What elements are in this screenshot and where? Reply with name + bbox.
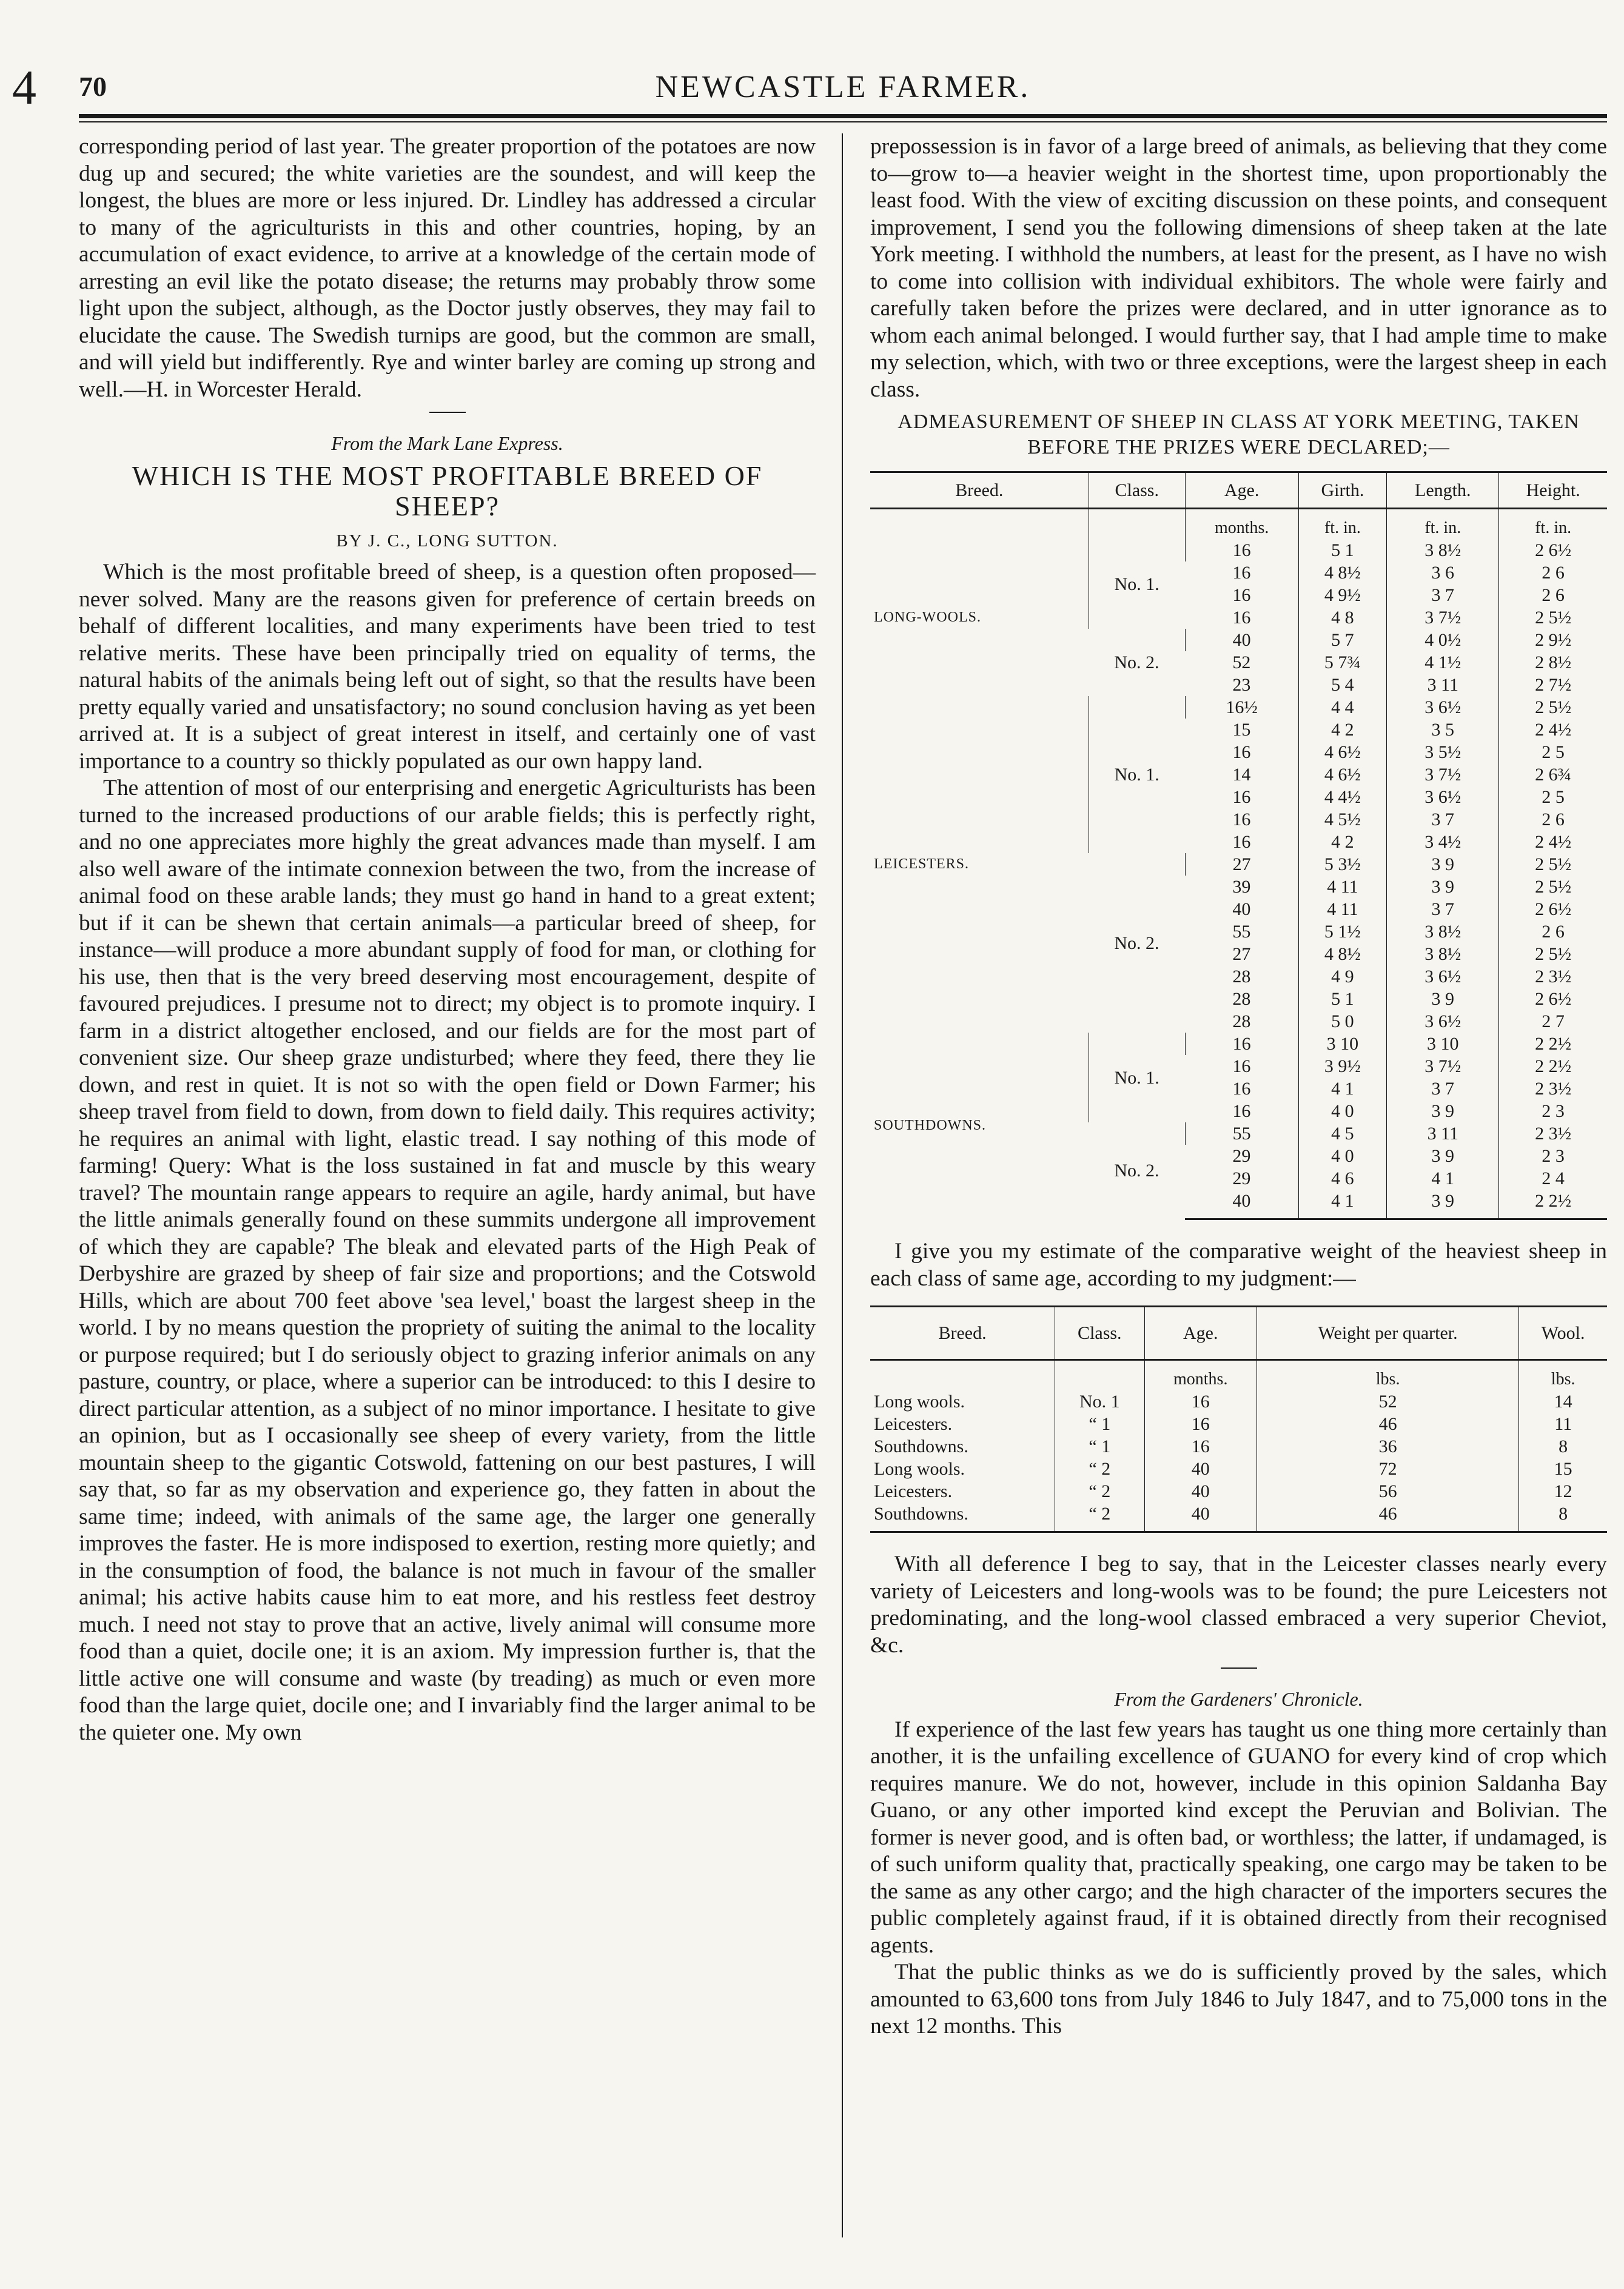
table2-value-cell: 52 bbox=[1257, 1390, 1518, 1413]
table1-unit-cell: months. bbox=[1185, 509, 1298, 540]
table1-value-cell: 40 bbox=[1185, 629, 1298, 651]
table1-value-cell: 3 7 bbox=[1387, 898, 1499, 920]
table1-value-cell: 16 bbox=[1232, 742, 1251, 762]
table1-header-cell: Length. bbox=[1387, 472, 1499, 509]
table1-value-cell: 2 6 bbox=[1499, 561, 1607, 584]
table1-value-cell: 39 bbox=[1232, 877, 1251, 897]
table2-row bbox=[870, 1480, 1607, 1503]
table1-value-cell: 4 2 bbox=[1298, 831, 1387, 853]
table1-value-cell: 3 11 bbox=[1387, 674, 1499, 696]
margin-mark: 4 bbox=[12, 61, 36, 115]
page-number: 70 bbox=[79, 71, 107, 102]
table2-value-cell: “ 2 bbox=[1055, 1458, 1144, 1480]
table1-value-cell: 5 1 bbox=[1298, 988, 1387, 1010]
article-source: From the Mark Lane Express. bbox=[331, 432, 563, 454]
table2-row bbox=[870, 1435, 1607, 1458]
table2-value-cell: 16 bbox=[1144, 1390, 1257, 1413]
table1-unit-cell: ft. in. bbox=[1298, 509, 1387, 540]
table1-value-cell: 3 6½ bbox=[1387, 1010, 1499, 1033]
table1-value-cell: 2 5 bbox=[1499, 786, 1607, 808]
table2-breed-cell: Leicesters. bbox=[874, 1414, 953, 1434]
table1-value-cell: 3 5 bbox=[1387, 719, 1499, 741]
table2-unit-cell bbox=[1055, 1360, 1144, 1391]
table1-value-cell: 4 5 bbox=[1298, 1122, 1387, 1145]
potato-report-paragraph: corresponding period of last year. The greater proportion of the potatoes are now dug up and secured; the white varieties are the soundest, and will keep the longest, the blues are more or less injured. Dr. Lindley has addressed a circular to many of the agriculturists in this and other countries, hoping, by an accumulation of exact evidence, to arrive at a knowledge of the certain mode of arresting an evil like the potato disease; the returns may probably throw some light upon the subject, although, as the Doctor justly observes, they may fail to elucidate the cause. The Swedish turnips are good, but the common are small, and will yield but indifferently. Rye and winter barley are coming up strong and well.—H. in Worcester Herald. bbox=[79, 134, 816, 402]
table1-value-cell: 3 9 bbox=[1387, 1145, 1499, 1167]
table1-value-cell: 27 bbox=[1185, 853, 1298, 876]
table1-value-cell: 4 6 bbox=[1298, 1167, 1387, 1190]
table1-value-cell: 3 6½ bbox=[1387, 786, 1499, 808]
table2-value-cell: 46 bbox=[1257, 1503, 1518, 1532]
table1-value-cell: 16 bbox=[1232, 1056, 1251, 1076]
table1-header-cell: Age. bbox=[1185, 472, 1298, 509]
table1-value-cell: 16 bbox=[1232, 563, 1251, 583]
table1-value-cell: 3 9 bbox=[1387, 988, 1499, 1010]
table1-value-cell: 2 2½ bbox=[1499, 1055, 1607, 1077]
table2-breed-cell: Leicesters. bbox=[874, 1481, 953, 1501]
table1-value-cell: 4 1½ bbox=[1387, 651, 1499, 674]
page-header bbox=[12, 36, 1607, 127]
table1-value-cell: 4 6½ bbox=[1298, 763, 1387, 786]
table1-value-cell: 28 bbox=[1232, 989, 1251, 1009]
table1-value-cell: 40 bbox=[1232, 899, 1251, 919]
table2-header-cell: Breed. bbox=[870, 1307, 1055, 1360]
table1-value-cell: 3 8½ bbox=[1387, 539, 1499, 561]
table1-value-cell: 27 bbox=[1232, 944, 1251, 964]
table1-value-cell: 3 7 bbox=[1387, 808, 1499, 831]
table1-class-cell: No. 2. bbox=[1114, 652, 1159, 672]
table2-value-cell: 16 bbox=[1144, 1413, 1257, 1435]
table1-value-cell: 14 bbox=[1232, 765, 1251, 785]
table1-value-cell: 15 bbox=[1232, 720, 1251, 740]
table2-value-cell: 40 bbox=[1144, 1458, 1257, 1480]
table2-row bbox=[870, 1458, 1607, 1480]
table1-unit-cell: ft. in. bbox=[1499, 509, 1607, 540]
table1-unit-cell bbox=[870, 509, 1089, 540]
running-title: NEWCASTLE FARMER. bbox=[655, 70, 1031, 104]
table2-header-cell: Weight per quarter. bbox=[1257, 1307, 1518, 1360]
table1-value-cell: 5 0 bbox=[1298, 1010, 1387, 1033]
table2-value-cell: 36 bbox=[1257, 1435, 1518, 1458]
table1-value-cell: 4 8½ bbox=[1298, 943, 1387, 965]
table1-value-cell: 3 4½ bbox=[1387, 831, 1499, 853]
table1-value-cell: 16 bbox=[1232, 1079, 1251, 1099]
table1-row bbox=[870, 539, 1607, 561]
table1-value-cell: 3 7 bbox=[1387, 584, 1499, 606]
table1-value-cell: 52 bbox=[1232, 652, 1251, 672]
article-paragraph-1: Which is the most profitable breed of sheep, is a question often proposed—never solved. Many are the reasons given for preference of certain breeds on behalf of different localities, and many experiments have been tried to test relative merits. These have been principally tried on equality of terms, the natural habits of the animals being left out of sight, so that the results have been pretty equally varied and unsatisfactory; no sound conclusion having as yet been arrived at. It is a subject of great interest in itself, and certainly one of vast importance to a country so thickly populated as our own happy land. bbox=[79, 560, 816, 774]
table2-value-cell: 14 bbox=[1519, 1390, 1607, 1413]
table1-value-cell: 4 6½ bbox=[1298, 741, 1387, 763]
table1-value-cell: 2 3½ bbox=[1499, 1077, 1607, 1100]
deference-paragraph: With all deference I beg to say, that in the Leicester classes nearly every variety of Leicesters and long-wools was to be found; the pure Leicesters not predominating, and the long-wool classed embraced a very superior Cheviot, &c. bbox=[870, 1552, 1607, 1658]
table1-value-cell: 3 7 bbox=[1387, 1077, 1499, 1100]
table1-value-cell: 2 7 bbox=[1499, 1010, 1607, 1033]
table1-value-cell: 28 bbox=[1232, 967, 1251, 987]
table1-class-cell: No. 1. bbox=[1089, 1033, 1185, 1122]
table1-value-cell: 4 1 bbox=[1298, 1077, 1387, 1100]
guano-paragraph-2: That the public thinks as we do is sufficiently proved by the sales, which amounted to 63,600 tons from July 1846 to July 1847, and to 75,000 tons in the next 12 months. This bbox=[870, 1960, 1607, 2039]
table1-value-cell: 5 3½ bbox=[1298, 853, 1387, 876]
table1-breed-cell: LEICESTERS. bbox=[874, 856, 970, 872]
table1-value-cell: 2 3½ bbox=[1499, 965, 1607, 988]
table1-value-cell: 2 4½ bbox=[1499, 831, 1607, 853]
table1-value-cell: 16 bbox=[1232, 1101, 1251, 1121]
table2-value-cell: 15 bbox=[1519, 1458, 1607, 1480]
table1-value-cell: 2 5 bbox=[1499, 741, 1607, 763]
table2-breed-cell: Long wools. bbox=[874, 1392, 965, 1412]
table1-value-cell: 2 6¾ bbox=[1499, 763, 1607, 786]
table1-value-cell: 5 7 bbox=[1298, 629, 1387, 651]
table1-value-cell: 2 5½ bbox=[1499, 853, 1607, 876]
table1-value-cell: 4 4½ bbox=[1298, 786, 1387, 808]
table1-value-cell: 16 bbox=[1232, 608, 1251, 628]
table1-header-cell: Breed. bbox=[870, 472, 1089, 509]
table1-value-cell: 16 bbox=[1232, 832, 1251, 852]
table2-unit-cell bbox=[870, 1360, 1055, 1391]
table1-value-cell: 16 bbox=[1232, 787, 1251, 807]
table1-value-cell: 16½ bbox=[1185, 696, 1298, 719]
table1-value-cell: 16 bbox=[1185, 1033, 1298, 1055]
table1-value-cell: 2 8½ bbox=[1499, 651, 1607, 674]
table2-unit-cell: months. bbox=[1144, 1360, 1257, 1391]
table1-value-cell: 4 5½ bbox=[1298, 808, 1387, 831]
estimate-paragraph: I give you my estimate of the comparative weight of the heaviest sheep in each class of same age, according to my judgment:— bbox=[870, 1239, 1607, 1291]
table1-value-cell: 2 2½ bbox=[1499, 1190, 1607, 1219]
table2-value-cell: “ 2 bbox=[1055, 1503, 1144, 1532]
table1-value-cell: 3 11 bbox=[1387, 1122, 1499, 1145]
table1-value-cell: 29 bbox=[1232, 1146, 1251, 1166]
column-divider bbox=[842, 133, 843, 2237]
table1-value-cell: 3 6½ bbox=[1387, 965, 1499, 988]
table1-value-cell: 4 9½ bbox=[1298, 584, 1387, 606]
table1-value-cell: 4 9 bbox=[1298, 965, 1387, 988]
table1-value-cell: 55 bbox=[1185, 1122, 1298, 1145]
table2-value-cell: 72 bbox=[1257, 1458, 1518, 1480]
table1-value-cell: 2 4½ bbox=[1499, 719, 1607, 741]
newspaper-page bbox=[12, 36, 1607, 2274]
table1-value-cell: 3 8½ bbox=[1387, 943, 1499, 965]
table2-header-cell: Class. bbox=[1055, 1307, 1144, 1360]
table1-header-cell: Girth. bbox=[1298, 472, 1387, 509]
table1-value-cell: 2 3 bbox=[1499, 1100, 1607, 1122]
table1-value-cell: 4 11 bbox=[1298, 898, 1387, 920]
table2-row bbox=[870, 1413, 1607, 1435]
table2-value-cell: 8 bbox=[1519, 1503, 1607, 1532]
table1-row bbox=[870, 696, 1607, 719]
table1-value-cell: 28 bbox=[1232, 1011, 1251, 1031]
table2-value-cell: 46 bbox=[1257, 1413, 1518, 1435]
table1-value-cell: 16 bbox=[1185, 539, 1298, 561]
table2-value-cell: 11 bbox=[1519, 1413, 1607, 1435]
table2-row bbox=[870, 1503, 1607, 1532]
header-rule bbox=[79, 114, 1607, 118]
table1-breed-cell: LONG-WOOLS. bbox=[874, 609, 981, 625]
table2-value-cell: 8 bbox=[1519, 1435, 1607, 1458]
table1-value-cell: 4 2 bbox=[1298, 719, 1387, 741]
table1-value-cell: 5 1 bbox=[1298, 539, 1387, 561]
table1-value-cell: 3 7½ bbox=[1387, 606, 1499, 629]
table2-value-cell: 40 bbox=[1144, 1503, 1257, 1532]
table2-breed-cell: Southdowns. bbox=[874, 1436, 968, 1456]
table1-value-cell: 2 6½ bbox=[1499, 539, 1607, 561]
table1-value-cell: 40 bbox=[1185, 1190, 1298, 1219]
table1-value-cell: 4 8½ bbox=[1298, 561, 1387, 584]
table1-title: ADMEASUREMENT OF SHEEP IN CLASS AT YORK MEETING, TAKEN BEFORE THE PRIZES WERE DECLARED;— bbox=[898, 411, 1580, 458]
table1-value-cell: 3 9 bbox=[1387, 1100, 1499, 1122]
weight-estimate-table bbox=[870, 1305, 1607, 1533]
table1-value-cell: 2 5½ bbox=[1499, 943, 1607, 965]
table1-value-cell: 2 5½ bbox=[1499, 606, 1607, 629]
table1-value-cell: 5 1½ bbox=[1298, 920, 1387, 943]
left-column bbox=[79, 133, 816, 1746]
right-column bbox=[870, 133, 1607, 2040]
table2-value-cell: 16 bbox=[1144, 1435, 1257, 1458]
table1-value-cell: 3 9 bbox=[1387, 1190, 1499, 1219]
table2-breed-cell: Long wools. bbox=[874, 1459, 965, 1479]
table1-value-cell: 2 6½ bbox=[1499, 988, 1607, 1010]
table1-class-cell: No. 2. bbox=[1114, 1161, 1159, 1181]
table2-value-cell: 56 bbox=[1257, 1480, 1518, 1503]
article-title: WHICH IS THE MOST PROFITABLE BREED OF SHEEP? bbox=[132, 460, 763, 521]
table1-value-cell: 5 7¾ bbox=[1298, 651, 1387, 674]
table1-value-cell: 4 0½ bbox=[1387, 629, 1499, 651]
table1-units-row bbox=[870, 509, 1607, 540]
table1-value-cell: 2 3½ bbox=[1499, 1122, 1607, 1145]
table1-value-cell: 3 10 bbox=[1298, 1033, 1387, 1055]
table2-header-cell: Age. bbox=[1144, 1307, 1257, 1360]
table2-value-cell: “ 2 bbox=[1055, 1480, 1144, 1503]
table2-row bbox=[870, 1390, 1607, 1413]
table1-value-cell: 3 6½ bbox=[1387, 696, 1499, 719]
table1-value-cell: 5 4 bbox=[1298, 674, 1387, 696]
table1-value-cell: 29 bbox=[1232, 1168, 1251, 1188]
table1-value-cell: 55 bbox=[1232, 922, 1251, 942]
table1-value-cell: 3 6 bbox=[1387, 561, 1499, 584]
table1-value-cell: 2 3 bbox=[1499, 1145, 1607, 1167]
table1-value-cell: 16 bbox=[1232, 585, 1251, 605]
table2-header-cell: Wool. bbox=[1519, 1307, 1607, 1360]
table1-value-cell: 4 1 bbox=[1387, 1167, 1499, 1190]
table1-value-cell: 3 5½ bbox=[1387, 741, 1499, 763]
table1-value-cell: 4 4 bbox=[1298, 696, 1387, 719]
table1-value-cell: 2 7½ bbox=[1499, 674, 1607, 696]
table2-value-cell: “ 1 bbox=[1055, 1413, 1144, 1435]
table1-value-cell: 16 bbox=[1232, 809, 1251, 829]
table2-breed-cell: Southdowns. bbox=[870, 1503, 1055, 1532]
article-byline: BY J. C., LONG SUTTON. bbox=[336, 531, 559, 551]
table1-header-cell: Height. bbox=[1499, 472, 1607, 509]
table2-value-cell: “ 1 bbox=[1055, 1435, 1144, 1458]
table1-value-cell: 2 5½ bbox=[1499, 876, 1607, 898]
guano-paragraph-1: If experience of the last few years has taught us one thing more certainly than another, it is the unfailing excellence of GUANO for every kind of crop which requires manure. We do not, however, include in this opinion Saldanha Bay Guano, or any other imported kind except the Peruvian and Bolivian. The former is never good, and is often bad, or worthless; the latter, if undamaged, is of such uniform quality that, practically speaking, one cargo may be taken to be the same as any other cargo; and the high character of the importers secures the public completely against fraud, if it is obtained directly from their recognised agents. bbox=[870, 1717, 1607, 1958]
table2-value-cell: No. 1 bbox=[1055, 1390, 1144, 1413]
article-source-2: From the Gardeners' Chronicle. bbox=[1114, 1688, 1363, 1710]
table1-unit-cell: ft. in. bbox=[1387, 509, 1499, 540]
table1-value-cell: 3 7½ bbox=[1387, 1055, 1499, 1077]
article-paragraph-2: The attention of most of our enterprising and energetic Agriculturists has been turned to the increased productions of our arable fields; this is perfectly right, and no one appreciates more highly the great advances made than myself. I am also well aware of the intimate connexion between the two, from the increase of animal food on these arable lands; they must go hand in hand to a great extent; but if it can be shewn that certain animals—a particular breed of sheep, for instance—will produce a more abundant supply of food for man, or clothing for his use, then that is the very breed deserving most encouragement, despite of favoured prejudices. I presume not to direct; my object is to promote inquiry. I farm in a district altogether enclosed, and our fields are for the most part of convenient size. Our sheep graze undisturbed; where they feed, there they lie down, and rest in quiet. It is not so with the open field or Down Farmer; his sheep travel from field to down, from down to field daily. This requires activity; he requires an animal with light, elastic tread. I say nothing of this mode of farming! Query: What is the loss sustained in fat and muscle by this weary travel? The mountain range appears to require an agile, hardy animal, but have the little animals generally found on these summits undergone all improvement of which they are capable? The bleak and elevated parts of the High Peak of Derbyshire are grazed by sheep of fair size and proportions; and the Cotswold Hills, which are about 700 feet above 'sea level,' boast the largest sheep in the world. I by no means question the propriety of suiting the animal to the locality or purpose required; but I do seriously object to grazing inferior animals on any pasture, country, or place, where a superior can be introduced: to this I desire to direct particular attention, as a subject of no minor importance. I hesitate to give an opinion, but as I occasionally see sheep of every variety, from the little mountain sheep to the gigantic Cotswold, fattening on our best pastures, I will say that, so far as my observation and experience go, they fatten in about the same time; indeed, with animals of the same age, the larger one generally improves the faster. He is more indisposed to exertion, resting more quietly; and in the consumption of food, the balance is not much in favour of the smaller animal; his active habits cause him to eat more, and his restless feet destroy much. I need not stay to prove that an active, lively animal will consume more food than a quiet, docile one; it is an axiom. My impression further is, that the little active one will consume and waste (by treading) as much or even more food than the large quiet, docile one; and I invariably find the larger animal to be the quieter one. My own bbox=[79, 776, 816, 1745]
table1-value-cell: 3 9 bbox=[1387, 876, 1499, 898]
table2-value-cell: 12 bbox=[1519, 1480, 1607, 1503]
table1-value-cell: 2 6 bbox=[1499, 920, 1607, 943]
table1-value-cell: 3 7½ bbox=[1387, 763, 1499, 786]
table1-value-cell: 2 6 bbox=[1499, 584, 1607, 606]
table1-class-cell: No. 1. bbox=[1089, 539, 1185, 629]
table2-unit-cell: lbs. bbox=[1257, 1360, 1518, 1391]
table1-breed-cell: SOUTHDOWNS. bbox=[874, 1118, 986, 1134]
table1-value-cell: 2 6 bbox=[1499, 808, 1607, 831]
table1-value-cell: 3 10 bbox=[1387, 1033, 1499, 1055]
article-paragraph-3: prepossession is in favor of a large breed of animals, as believing that they come to—grow to—a heavier weight in the shortest time, upon proportionably the least food. With the view of exciting discussion on these points, and consequent improvement, I send you the following dimensions of sheep taken at the late York meeting. I withhold the numbers, at least for the present, as I have no wish to come into collision with individual exhibitors. The whole were fairly and carefully taken before the prizes were declared, and in utter ignorance as to whom each animal belonged. I would further say, that I had ample time to make my selection, which, with two or three exceptions, were the largest sheep in each class. bbox=[870, 134, 1607, 402]
table1-class-cell: No. 2. bbox=[1114, 933, 1159, 953]
table1-value-cell: 2 4 bbox=[1499, 1167, 1607, 1190]
table1-header-cell: Class. bbox=[1089, 472, 1185, 509]
table2-value-cell: 40 bbox=[1144, 1480, 1257, 1503]
table2-units-row bbox=[870, 1360, 1607, 1391]
table1-value-cell: 3 9½ bbox=[1298, 1055, 1387, 1077]
table1-row bbox=[870, 1033, 1607, 1055]
table1-value-cell: 4 8 bbox=[1298, 606, 1387, 629]
table1-value-cell: 3 9 bbox=[1387, 853, 1499, 876]
table1-value-cell: 23 bbox=[1232, 675, 1251, 695]
table1-value-cell: 4 0 bbox=[1298, 1145, 1387, 1167]
table2-unit-cell: lbs. bbox=[1519, 1360, 1607, 1391]
table1-value-cell: 4 11 bbox=[1298, 876, 1387, 898]
table1-unit-cell bbox=[1089, 509, 1185, 540]
table1-value-cell: 3 8½ bbox=[1387, 920, 1499, 943]
table1-class-cell: No. 1. bbox=[1089, 696, 1185, 853]
table1-value-cell: 2 6½ bbox=[1499, 898, 1607, 920]
section-divider bbox=[429, 412, 466, 413]
table1-value-cell: 4 1 bbox=[1298, 1190, 1387, 1219]
table1-value-cell: 4 0 bbox=[1298, 1100, 1387, 1122]
table1-value-cell: 2 5½ bbox=[1499, 696, 1607, 719]
table1-value-cell: 2 2½ bbox=[1499, 1033, 1607, 1055]
header-rule-thin bbox=[79, 121, 1607, 122]
section-divider-2 bbox=[1221, 1667, 1257, 1669]
admeasurement-table bbox=[870, 471, 1607, 1220]
table1-value-cell: 2 9½ bbox=[1499, 629, 1607, 651]
